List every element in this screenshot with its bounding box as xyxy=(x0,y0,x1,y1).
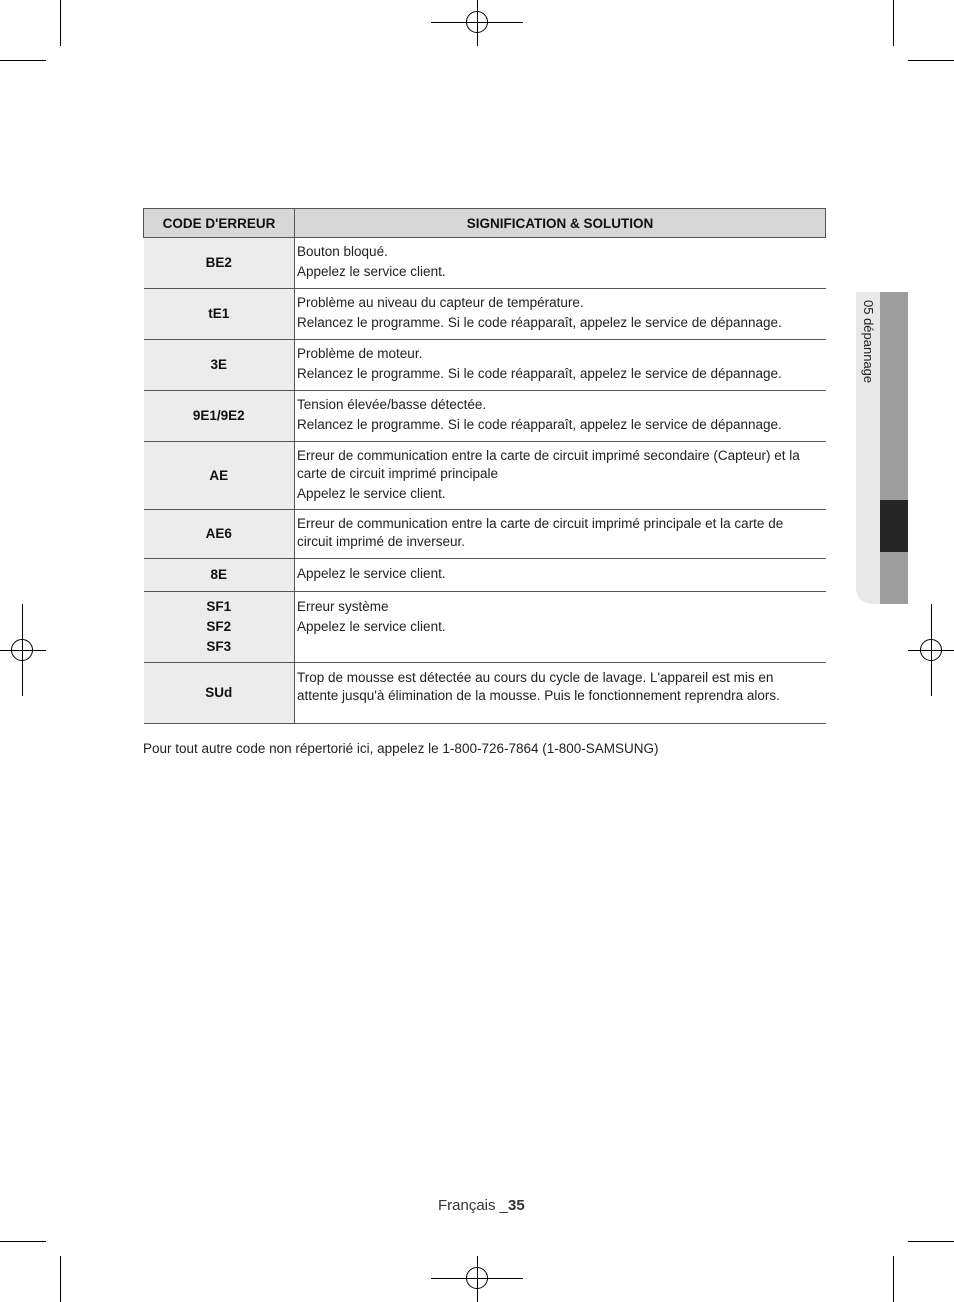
table-row xyxy=(144,510,826,559)
description-cell xyxy=(295,559,826,592)
table-row xyxy=(144,391,826,442)
error-code: SF3 xyxy=(206,639,232,654)
description-cell xyxy=(295,592,826,663)
description-line: Problème de moteur. xyxy=(297,346,423,361)
error-code-cell xyxy=(144,510,295,559)
description-cell xyxy=(295,289,826,340)
description-line: Appelez le service client. xyxy=(297,566,446,581)
description-cell xyxy=(295,663,826,724)
crop-mark-bottom-left-v xyxy=(60,1256,61,1302)
description-cell xyxy=(295,340,826,391)
chapter-side-tab xyxy=(856,292,908,604)
error-code-table xyxy=(143,208,826,724)
error-code-cell xyxy=(144,289,295,340)
crop-mark-top-left-v xyxy=(60,0,61,46)
error-code-cell xyxy=(144,442,295,510)
description-line: Erreur de communication entre la carte de circuit imprimé principale et la carte de circuit imprimé de inverseur. xyxy=(297,516,784,549)
description-cell xyxy=(295,442,826,510)
error-code: BE2 xyxy=(205,255,232,270)
page-footer xyxy=(438,1197,525,1214)
description-line: Appelez le service client. xyxy=(297,264,446,279)
description-line: Appelez le service client. xyxy=(297,619,446,634)
description-line: Relancez le programme. Si le code réapparaît, appelez le service de dépannage. xyxy=(297,315,782,330)
footer-language: Français _ xyxy=(438,1197,509,1214)
description-line: Erreur de communication entre la carte de circuit imprimé secondaire (Capteur) et la carte de circuit imprimé principale xyxy=(297,447,800,481)
error-code-cell xyxy=(144,340,295,391)
description-cell xyxy=(295,391,826,442)
side-tab-label: 05 dépannage xyxy=(861,300,876,384)
header-meaning-solution: SIGNIFICATION & SOLUTION xyxy=(295,209,826,238)
description-line: Relancez le programme. Si le code réapparaît, appelez le service de dépannage. xyxy=(297,366,782,381)
crop-mark-bottom-right-v xyxy=(893,1256,894,1302)
side-tab-marker xyxy=(880,500,908,552)
description-line: Relancez le programme. Si le code réapparaît, appelez le service de dépannage. xyxy=(297,417,782,432)
support-footnote: Pour tout autre code non répertorié ici, appelez le 1-800-726-7864 (1-800-SAMSUNG) xyxy=(143,741,659,756)
error-code: 9E1/9E2 xyxy=(192,408,245,423)
side-tab-gray xyxy=(880,292,908,604)
crop-mark-bottom-right-h xyxy=(908,1241,954,1242)
crop-mark-bottom-left-h xyxy=(0,1241,46,1242)
table-row xyxy=(144,340,826,391)
description-line: Tension élevée/basse détectée. xyxy=(297,397,487,412)
error-code: AE xyxy=(209,467,229,483)
error-code: SUd xyxy=(205,685,233,700)
header-error-code: CODE D'ERREUR xyxy=(144,209,295,238)
error-code: SF1 xyxy=(206,599,232,614)
error-code-cell xyxy=(144,663,295,724)
description-cell xyxy=(295,510,826,559)
error-code-cell xyxy=(144,391,295,442)
description-line: Appelez le service client. xyxy=(297,485,446,501)
table-row xyxy=(144,238,826,289)
table-row xyxy=(144,442,826,510)
crop-mark-top-right-h xyxy=(908,60,954,61)
description-line: Erreur système xyxy=(297,599,389,614)
error-code-cell xyxy=(144,592,295,663)
crop-mark-top-right-v xyxy=(893,0,894,46)
description-line: Problème au niveau du capteur de température. xyxy=(297,295,584,310)
table-header-row xyxy=(144,209,826,238)
description-line: Trop de mousse est détectée au cours du cycle de lavage. L'appareil est mis en attente jusqu'à élimination de la mousse. Puis le fonctionnement reprendra alors. xyxy=(297,670,780,703)
error-code: 8E xyxy=(210,567,227,582)
description-line: Bouton bloqué. xyxy=(297,244,388,259)
page-number: 35 xyxy=(508,1197,525,1214)
error-code: AE6 xyxy=(205,526,232,541)
table-row xyxy=(144,559,826,592)
error-code: SF2 xyxy=(206,619,232,634)
table-row xyxy=(144,592,826,663)
description-cell xyxy=(295,238,826,289)
error-code: 3E xyxy=(210,357,227,372)
error-code-cell xyxy=(144,559,295,592)
crop-mark-top-left-h xyxy=(0,60,46,61)
table-row xyxy=(144,663,826,724)
table-row xyxy=(144,289,826,340)
error-code: tE1 xyxy=(208,306,230,321)
error-code-cell xyxy=(144,238,295,289)
